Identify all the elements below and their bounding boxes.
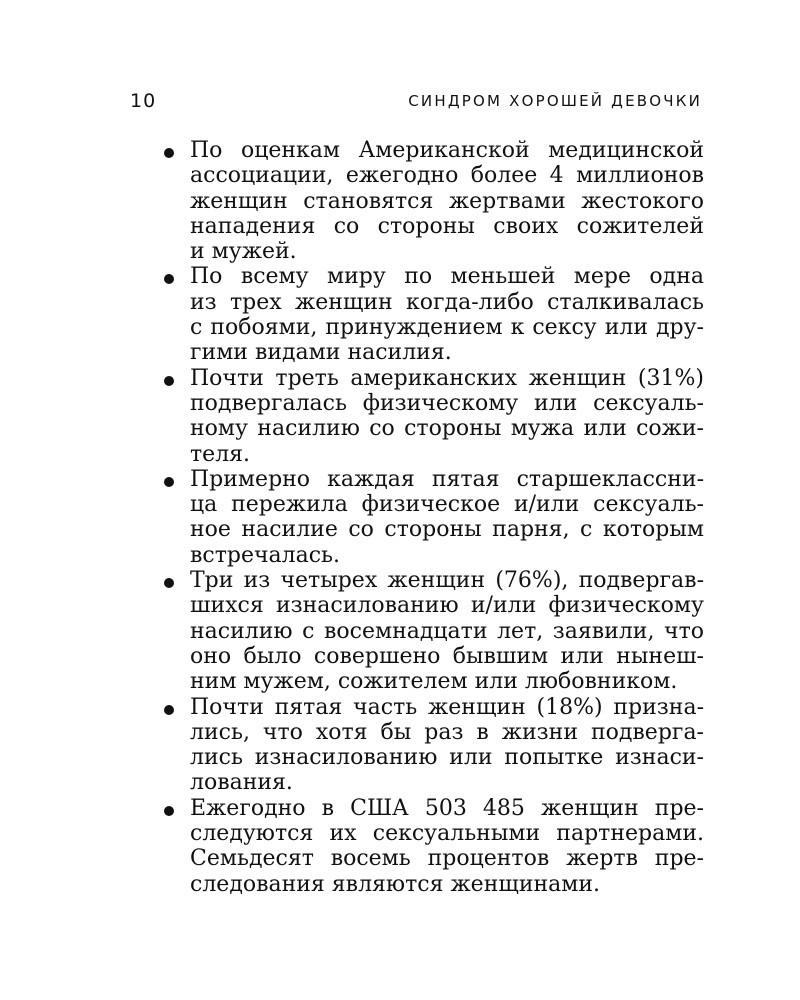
text-line: и мужей. <box>190 239 297 265</box>
bullet-icon <box>164 806 174 816</box>
text-line: шихся изнасилованию и/или физическому <box>190 593 704 619</box>
text-line: Семьдесят восемь процентов жертв пре- <box>190 846 704 872</box>
text-line: По всему миру по меньшей мере одна <box>190 264 704 290</box>
text-line: женщин становятся жертвами жестокого <box>190 188 704 214</box>
running-head-title: СИНДРОМ ХОРОШЕЙ ДЕВОЧКИ <box>408 92 702 110</box>
text-line: с побоями, принуждением к сексу или дру- <box>190 315 704 341</box>
statistics-bullet-list <box>160 138 704 897</box>
text-line: ним мужем, сожителем или любовником. <box>190 669 678 695</box>
text-line: встречалась. <box>190 542 341 568</box>
bullet-item-4 <box>160 467 704 568</box>
bullet-icon <box>164 376 174 386</box>
text-line: насилию с восемнадцати лет, заявили, что <box>190 618 704 644</box>
bullet-item-3 <box>160 366 704 467</box>
bullet-item-7 <box>160 796 704 897</box>
text-line: следования являются женщинами. <box>190 871 601 897</box>
text-line: Три из четырех женщин (76%), подвергав- <box>190 568 704 594</box>
text-line: следуются их сексуальными партнерами. <box>190 821 704 847</box>
text-line: лования. <box>190 770 293 796</box>
page-number: 10 <box>130 90 157 112</box>
text-line: подвергалась физическому или сексуаль- <box>190 390 704 416</box>
text-line: теля. <box>190 441 251 467</box>
text-line: оно было совершено бывшим или нынеш- <box>190 643 704 669</box>
text-line: ца пережила физическое и/или сексуаль- <box>190 492 704 518</box>
text-line: Примерно каждая пятая старшеклассни- <box>190 466 704 492</box>
text-line: ное насилие со стороны парня, с которым <box>190 517 704 543</box>
text-line: Почти пятая часть женщин (18%) призна- <box>190 694 704 720</box>
text-line: нападения со стороны своих сожителей <box>190 213 704 239</box>
bullet-icon <box>164 578 174 588</box>
bullet-item-5 <box>160 568 704 694</box>
text-line: из трех женщин когда-либо сталкивалась <box>190 289 704 315</box>
bullet-icon <box>164 477 174 487</box>
running-head <box>130 90 702 114</box>
bullet-icon <box>164 705 174 715</box>
bullet-icon <box>164 148 174 158</box>
bullet-item-1 <box>160 138 704 264</box>
text-line: лись, что хотя бы раз в жизни подверга- <box>190 719 704 745</box>
text-line: Ежегодно в США 503 485 женщин пре- <box>190 795 704 821</box>
text-line: лись изнасилованию или попытке изнаси- <box>190 745 704 771</box>
bullet-item-6 <box>160 695 704 796</box>
text-line: ному насилию со стороны мужа или сожи- <box>190 416 704 442</box>
text-line: ассоциации, ежегодно более 4 миллионов <box>190 163 704 189</box>
text-line: По оценкам Американской медицинской <box>190 138 704 163</box>
text-line: гими видами насилия. <box>190 340 452 366</box>
text-line: Почти треть американских женщин (31%) <box>190 365 704 391</box>
bullet-item-2 <box>160 264 704 365</box>
bullet-icon <box>164 274 174 284</box>
